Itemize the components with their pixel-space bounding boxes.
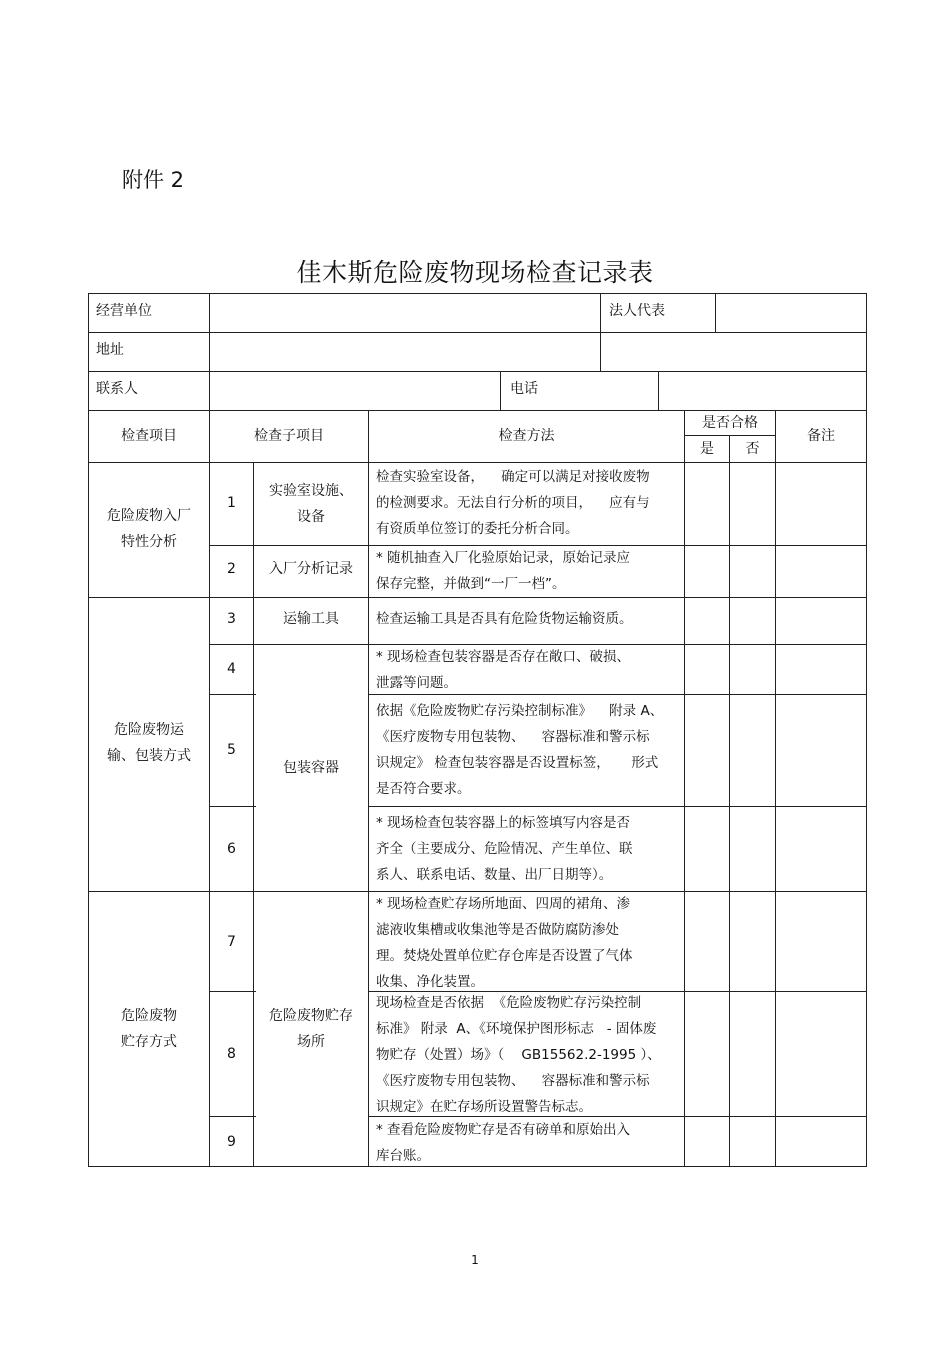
contact-field[interactable] [210, 372, 499, 410]
phone-field[interactable] [659, 372, 866, 410]
page-number: 1 [471, 1253, 479, 1267]
subitem-lab-facilities: 实验室设施、 设备 [269, 483, 353, 525]
address-field[interactable] [210, 333, 599, 371]
category-intake-analysis: 危险废物入厂 特性分析 [107, 508, 191, 550]
legal-rep-field[interactable] [716, 294, 866, 332]
method-text: * 现场检查包装容器是否存在敞口、破损、 泄露等问题。 [376, 649, 631, 691]
row-number: 8 [227, 1046, 236, 1062]
page-title: 佳木斯危险废物现场检查记录表 [296, 258, 654, 287]
subitem-packaging-container: 包装容器 [283, 760, 339, 776]
subitem-transport-tools: 运输工具 [283, 611, 339, 627]
header-yes: 是 [700, 441, 714, 457]
method-text: * 现场检查包装容器上的标签填写内容是否 齐全（主要成分、危险情况、产生单位、联 系人、联系电话、数量、出厂日期等）。 [376, 815, 633, 883]
row-number: 6 [227, 841, 236, 857]
row-number: 1 [227, 495, 236, 511]
address-label: 地址 [96, 342, 124, 358]
row-number: 9 [227, 1134, 236, 1150]
header-subitem: 检查子项目 [254, 428, 324, 444]
header-remark: 备注 [807, 428, 835, 444]
header-method: 检查方法 [498, 428, 555, 444]
method-text: 依据《危险废物贮存污染控制标准》 附录 A、 《医疗废物专用包装物、 容器标准和警示标 识规定》 检查包装容器是否设置标签， 形式 是否符合要求。 [376, 703, 664, 797]
category-storage: 危险废物 贮存方式 [121, 1008, 177, 1050]
method-text: * 随机抽查入厂化验原始记录，原始记录应 保存完整，并做到“一厂一档”。 [376, 550, 631, 592]
attachment-label: 附件 2 [122, 168, 185, 192]
row-number: 4 [227, 661, 236, 677]
method-text: 现场检查是否依据 《危险废物贮存污染控制 标准》 附录 A、《环境保护图形标志 - 固体废 物贮存（处置）场》（ GB15562.2-1995 ）、 《医疗废物专用包装物、 容器标准和警示标 识规定》在贮存场所设置警告标志。 [376, 995, 661, 1115]
operator-label: 经营单位 [96, 303, 152, 319]
row-number: 3 [227, 611, 236, 627]
method-text: 检查运输工具是否具有危险货物运输资质。 [376, 611, 633, 627]
subitem-storage-site: 危险废物贮存 场所 [269, 1008, 353, 1050]
method-text: 检查实验室设备， 确定可以满足对接收废物 的检测要求。无法自行分析的项目， 应有与 有资质单位签订的委托分析合同。 [376, 469, 650, 537]
operator-field[interactable] [210, 294, 599, 332]
row-number: 2 [227, 561, 236, 577]
legal-rep-label: 法人代表 [609, 303, 665, 319]
header-qualified: 是否合格 [702, 415, 758, 431]
header-item: 检查项目 [121, 428, 177, 444]
method-text: * 查看危险废物贮存是否有磅单和原始出入 库台账。 [376, 1122, 631, 1164]
category-transport-packaging: 危险废物运 输、包装方式 [107, 722, 191, 764]
subitem-intake-records: 入厂分析记录 [269, 561, 353, 577]
contact-label: 联系人 [96, 381, 138, 397]
header-no: 否 [745, 441, 760, 457]
phone-label: 电话 [510, 381, 538, 397]
row-number: 7 [227, 934, 236, 950]
method-text: * 现场检查贮存场所地面、四周的裙角、渗 滤液收集槽或收集池等是否做防腐防渗处 理。焚烧处置单位贮存仓库是否设置了气体 收集、净化装置。 [376, 896, 633, 990]
row-number: 5 [227, 742, 236, 758]
